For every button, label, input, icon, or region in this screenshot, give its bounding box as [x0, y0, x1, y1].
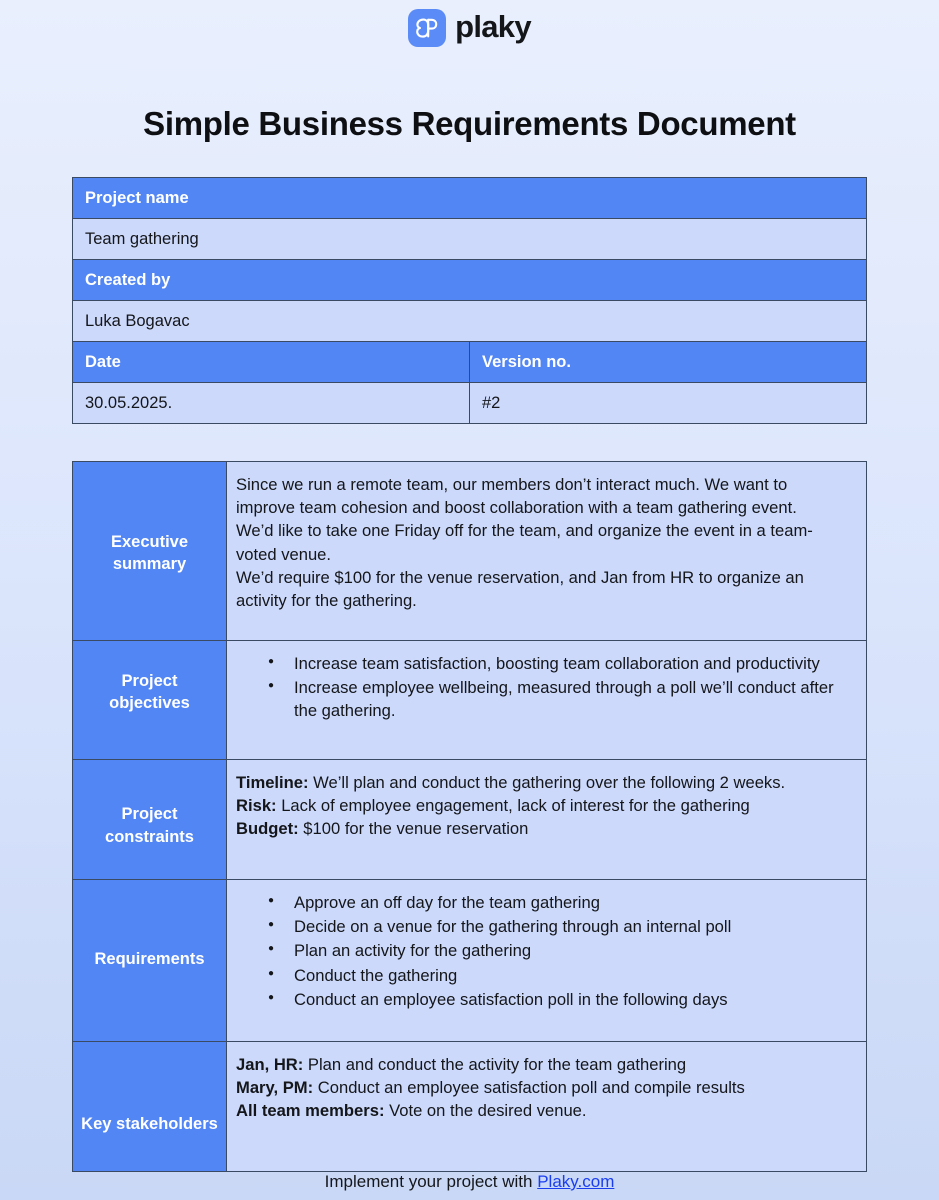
constraint-lead: Timeline: — [236, 773, 309, 792]
list-item: ● Decide on a venue for the gathering through an internal poll — [294, 915, 850, 938]
executive-summary-content — [227, 462, 867, 641]
executive-summary-paragraph: We’d like to take one Friday off for the team, and organize the event in a team-voted venue. — [236, 521, 813, 564]
project-meta-table — [72, 177, 867, 424]
key-stakeholders-content — [227, 1042, 867, 1172]
constraint-line — [236, 817, 850, 840]
constraint-line — [236, 771, 850, 794]
body-table-wrapper — [72, 461, 867, 1172]
table-row — [73, 383, 867, 424]
created-by-value: Luka Bogavac — [73, 301, 867, 342]
stakeholder-text: Plan and conduct the activity for the team gathering — [303, 1055, 687, 1074]
executive-summary-paragraph: Since we run a remote team, our members don’t interact much. We want to improve team cohesion and boost collaboration with a team gathering event. — [236, 475, 797, 518]
constraint-text: We’ll plan and conduct the gathering over the following 2 weeks. — [308, 773, 786, 792]
stakeholder-line — [236, 1053, 850, 1076]
project-objectives-list — [236, 652, 850, 723]
project-constraints-label: Project constraints — [73, 760, 227, 880]
stakeholder-line — [236, 1076, 850, 1099]
requirements-detail-table — [72, 461, 867, 1172]
date-value: 30.05.2025. — [73, 383, 470, 424]
project-name-value: Team gathering — [73, 219, 867, 260]
stakeholder-lead: Jan, HR: — [236, 1055, 304, 1074]
table-row-project-constraints — [73, 760, 867, 880]
brand-header — [0, 0, 939, 52]
table-row-requirements — [73, 880, 867, 1042]
table-row-project-objectives — [73, 641, 867, 760]
stakeholder-line — [236, 1099, 850, 1122]
requirements-list — [236, 891, 850, 1011]
constraint-text: Lack of employee engagement, lack of interest for the gathering — [276, 796, 750, 816]
key-stakeholders-label: Key stakeholders — [73, 1042, 227, 1172]
stakeholder-lead: All team members: — [236, 1101, 385, 1121]
constraint-line — [236, 794, 850, 817]
page-title: Simple Business Requirements Document — [143, 105, 796, 142]
version-value: #2 — [470, 383, 867, 424]
constraint-lead: Risk: — [236, 796, 277, 816]
stakeholder-text: Conduct an employee satisfaction poll and compile results — [313, 1078, 745, 1098]
brand-name: plaky — [455, 9, 531, 44]
list-item: ● Conduct the gathering — [294, 964, 850, 987]
list-item: ● Increase employee wellbeing, measured through a poll we’ll conduct after the gathering. — [294, 676, 850, 722]
version-header: Version no. — [470, 342, 867, 383]
constraint-lead: Budget: — [236, 819, 299, 839]
table-row — [73, 178, 867, 219]
plaky-logo-icon — [408, 9, 446, 47]
table-row — [73, 260, 867, 301]
table-row — [73, 342, 867, 383]
requirements-content — [227, 880, 867, 1042]
table-row-executive-summary — [73, 462, 867, 641]
executive-summary-paragraph: We’d require $100 for the venue reservation, and Jan from HR to organize an activity for the gathering. — [236, 567, 804, 611]
date-header: Date — [73, 342, 470, 383]
table-row-key-stakeholders — [73, 1042, 867, 1172]
project-objectives-label: Project objectives — [73, 641, 227, 760]
executive-summary-label: Executive summary — [73, 462, 227, 641]
meta-table-wrapper — [72, 177, 867, 424]
stakeholder-lead: Mary, PM: — [236, 1078, 314, 1098]
requirements-label: Requirements — [73, 880, 227, 1042]
table-row — [73, 301, 867, 342]
footer — [0, 1172, 939, 1192]
project-name-header: Project name — [73, 178, 867, 219]
list-item: ● Approve an off day for the team gathering — [294, 891, 850, 914]
list-item: ● Plan an activity for the gathering — [294, 939, 850, 962]
table-row — [73, 219, 867, 260]
footer-text: Implement your project with — [324, 1172, 538, 1191]
list-item: ● Conduct an employee satisfaction poll in the following days — [294, 988, 850, 1011]
project-objectives-content — [227, 641, 867, 760]
stakeholder-text: Vote on the desired venue. — [384, 1101, 587, 1121]
created-by-header: Created by — [73, 260, 867, 301]
project-constraints-content — [227, 760, 867, 880]
constraint-text: $100 for the venue reservation — [298, 819, 529, 839]
plaky-link[interactable]: Plaky.com — [537, 1172, 615, 1191]
list-item: ● Increase team satisfaction, boosting team collaboration and productivity — [294, 652, 850, 675]
